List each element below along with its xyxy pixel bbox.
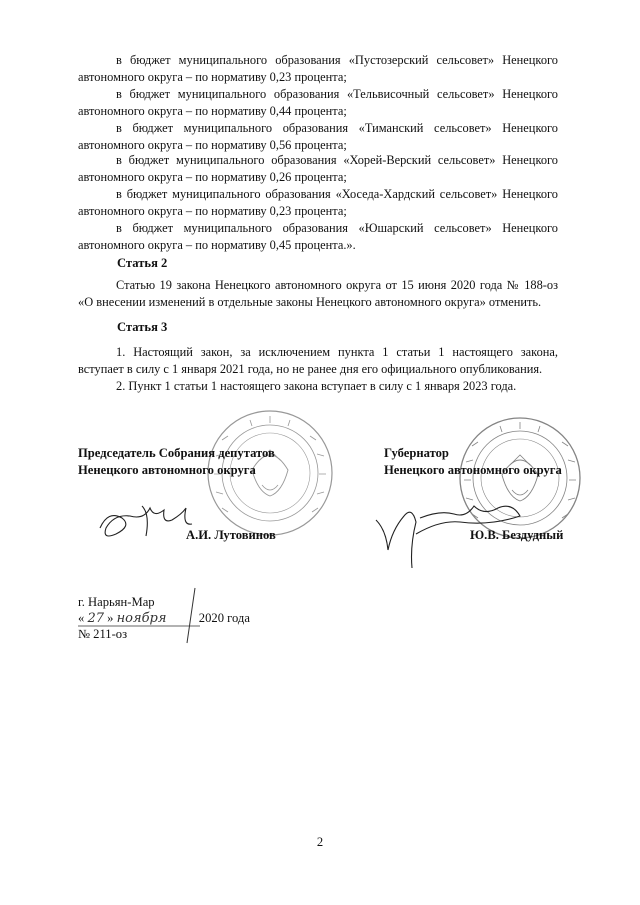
- article-2-heading: Статья 2: [117, 256, 168, 270]
- date-month: ноября: [116, 611, 167, 626]
- article-3-item: 1. Настоящий закон, за исключением пункта 1 статьи 1 настоящего закона, вступает в силу с 1 января 2021 года, но не ранее дня его официального опубликования.: [78, 345, 558, 376]
- date-day: 27: [87, 611, 104, 626]
- signature-left-name: А.И. Лутовинов: [186, 528, 276, 542]
- list-item: в бюджет муниципального образования «Тельвисочный сельсовет» Ненецкого автономного округа – по нормативу 0,44 процента;: [78, 87, 558, 118]
- list-item: в бюджет муниципального образования «Хоседа-Хардский сельсовет» Ненецкого автономного округа – по нормативу 0,23 процента;: [78, 187, 558, 218]
- signature-left: [100, 506, 192, 536]
- date-line: « 27 » ноября 2020 года: [78, 611, 250, 626]
- list-item: в бюджет муниципального образования «Хорей-Верский сельсовет» Ненецкого автономного округа – по нормативу 0,26 процента;: [78, 153, 558, 184]
- signature-right-name: Ю.В. Бездудный: [470, 528, 564, 542]
- article-3-item: 2. Пункт 1 статьи 1 настоящего закона вступает в силу с 1 января 2023 года.: [116, 379, 517, 393]
- list-item: в бюджет муниципального образования «Пустозерский сельсовет» Ненецкого автономного округа – по нормативу 0,23 процента;: [78, 53, 558, 84]
- law-number: № 211-оз: [78, 627, 128, 641]
- city: г. Нарьян-Мар: [78, 595, 155, 609]
- signature-left-title: Председатель Собрания депутатов Ненецкого автономного округа: [78, 446, 275, 477]
- article-2-text: Статью 19 закона Ненецкого автономного округа от 15 июня 2020 года № 188-оз «О внесении изменений в отдельные законы Ненецкого автономного округа» отменить.: [78, 278, 558, 309]
- article-3-heading: Статья 3: [117, 320, 168, 334]
- page-number: 2: [316, 835, 324, 849]
- list-item: в бюджет муниципального образования «Тиманский сельсовет» Ненецкого автономного округа – по нормативу 0,56 процента;: [78, 121, 558, 152]
- list-item: в бюджет муниципального образования «Юшарский сельсовет» Ненецкого автономного округа – по нормативу 0,45 процента.».: [78, 221, 558, 252]
- signature-right-title: Губернатор Ненецкого автономного округа: [384, 446, 562, 477]
